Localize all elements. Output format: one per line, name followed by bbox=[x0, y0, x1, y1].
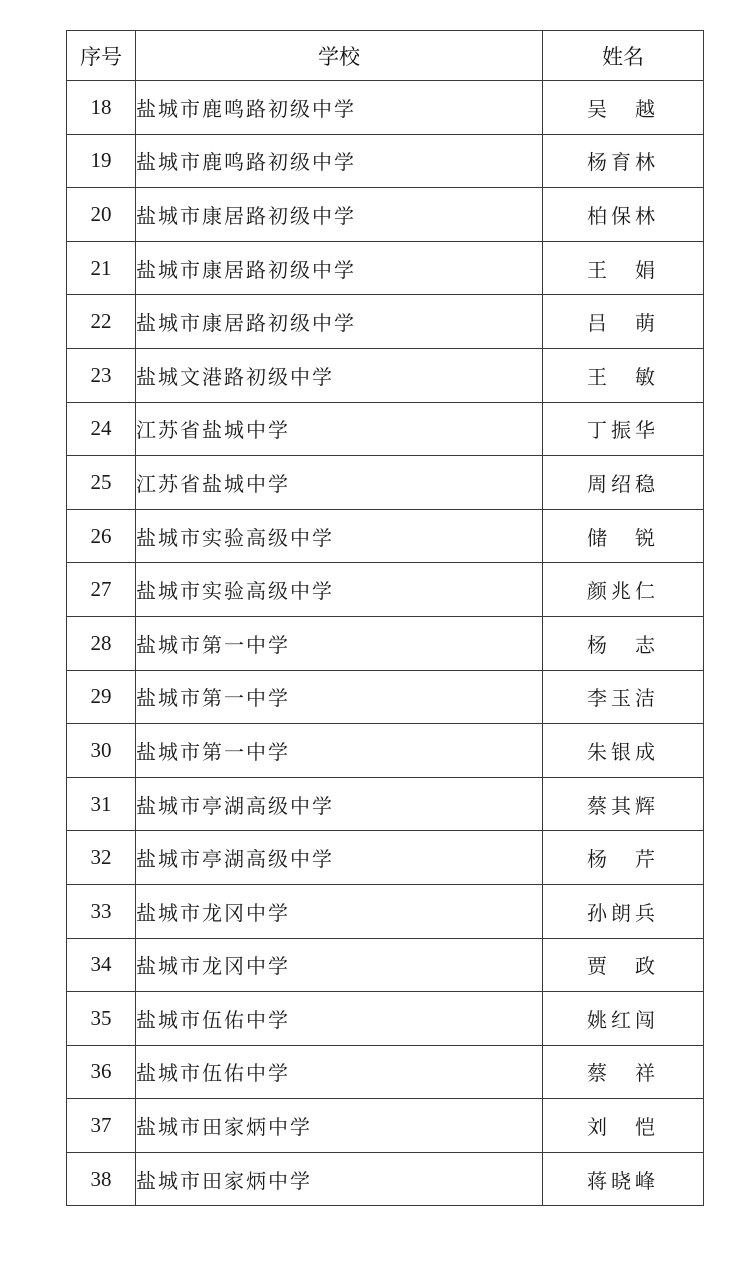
row-school: 盐城市第一中学 bbox=[136, 670, 543, 724]
person-name-text: 蒋晓峰 bbox=[587, 1168, 659, 1193]
row-school: 盐城市伍佑中学 bbox=[136, 1045, 543, 1099]
person-name-text: 吕 萌 bbox=[587, 311, 659, 336]
table-row bbox=[67, 884, 704, 938]
person-name-text: 杨 芹 bbox=[587, 847, 659, 872]
table-row bbox=[67, 348, 704, 402]
row-school: 盐城市第一中学 bbox=[136, 724, 543, 778]
row-person-name bbox=[543, 81, 704, 135]
table-row bbox=[67, 295, 704, 349]
row-number: 34 bbox=[67, 938, 136, 992]
row-person-name bbox=[543, 1152, 704, 1206]
row-school: 盐城市实验高级中学 bbox=[136, 563, 543, 617]
table-row bbox=[67, 724, 704, 778]
row-number: 19 bbox=[67, 134, 136, 188]
row-person-name bbox=[543, 295, 704, 349]
row-person-name bbox=[543, 884, 704, 938]
row-number: 23 bbox=[67, 348, 136, 402]
row-number: 28 bbox=[67, 616, 136, 670]
row-school: 盐城市康居路初级中学 bbox=[136, 295, 543, 349]
header-row bbox=[67, 31, 704, 81]
person-name-text: 柏保林 bbox=[587, 203, 659, 228]
row-number: 21 bbox=[67, 241, 136, 295]
row-school: 盐城文港路初级中学 bbox=[136, 348, 543, 402]
row-school: 江苏省盐城中学 bbox=[136, 456, 543, 510]
header-number: 序号 bbox=[67, 31, 136, 81]
table-row bbox=[67, 831, 704, 885]
row-number: 31 bbox=[67, 777, 136, 831]
table-body bbox=[67, 81, 704, 1206]
table-row bbox=[67, 241, 704, 295]
row-number: 27 bbox=[67, 563, 136, 617]
person-name-text: 孙朗兵 bbox=[587, 900, 659, 925]
row-person-name bbox=[543, 1045, 704, 1099]
table-row bbox=[67, 188, 704, 242]
person-name-text: 朱银成 bbox=[587, 739, 659, 764]
row-number: 22 bbox=[67, 295, 136, 349]
row-person-name bbox=[543, 563, 704, 617]
table-row bbox=[67, 1099, 704, 1153]
table-row bbox=[67, 1152, 704, 1206]
row-number: 36 bbox=[67, 1045, 136, 1099]
row-person-name bbox=[543, 616, 704, 670]
row-number: 25 bbox=[67, 456, 136, 510]
table-row bbox=[67, 670, 704, 724]
row-number: 33 bbox=[67, 884, 136, 938]
row-person-name bbox=[543, 724, 704, 778]
table-header bbox=[67, 31, 704, 81]
row-school: 盐城市龙冈中学 bbox=[136, 884, 543, 938]
table-row bbox=[67, 563, 704, 617]
person-name-text: 贾 政 bbox=[587, 954, 659, 979]
person-name-text: 蔡其辉 bbox=[587, 793, 659, 818]
row-school: 盐城市康居路初级中学 bbox=[136, 188, 543, 242]
row-person-name bbox=[543, 670, 704, 724]
header-school: 学校 bbox=[136, 31, 543, 81]
row-person-name bbox=[543, 1099, 704, 1153]
row-school: 盐城市亭湖高级中学 bbox=[136, 831, 543, 885]
table-row bbox=[67, 938, 704, 992]
row-number: 20 bbox=[67, 188, 136, 242]
table-row bbox=[67, 134, 704, 188]
roster-table bbox=[66, 30, 704, 1206]
person-name-text: 周绍稳 bbox=[587, 471, 659, 496]
table-row bbox=[67, 1045, 704, 1099]
row-person-name bbox=[543, 134, 704, 188]
row-person-name bbox=[543, 402, 704, 456]
row-number: 38 bbox=[67, 1152, 136, 1206]
row-number: 32 bbox=[67, 831, 136, 885]
table-row bbox=[67, 509, 704, 563]
row-person-name bbox=[543, 348, 704, 402]
row-number: 24 bbox=[67, 402, 136, 456]
person-name-text: 杨 志 bbox=[587, 632, 659, 657]
row-number: 29 bbox=[67, 670, 136, 724]
row-school: 江苏省盐城中学 bbox=[136, 402, 543, 456]
person-name-text: 王 娟 bbox=[587, 257, 659, 282]
row-number: 37 bbox=[67, 1099, 136, 1153]
person-name-text: 颜兆仁 bbox=[587, 579, 659, 604]
row-school: 盐城市田家炳中学 bbox=[136, 1152, 543, 1206]
row-person-name bbox=[543, 188, 704, 242]
person-name-text: 姚红闯 bbox=[587, 1007, 659, 1032]
table-row bbox=[67, 616, 704, 670]
row-school: 盐城市伍佑中学 bbox=[136, 992, 543, 1046]
person-name-text: 吴 越 bbox=[587, 96, 659, 121]
row-person-name bbox=[543, 777, 704, 831]
person-name-text: 王 敏 bbox=[587, 364, 659, 389]
person-name-text: 李玉洁 bbox=[587, 686, 659, 711]
person-name-text: 杨育林 bbox=[587, 150, 659, 175]
row-school: 盐城市亭湖高级中学 bbox=[136, 777, 543, 831]
row-school: 盐城市鹿鸣路初级中学 bbox=[136, 134, 543, 188]
row-person-name bbox=[543, 456, 704, 510]
row-school: 盐城市龙冈中学 bbox=[136, 938, 543, 992]
person-name-text: 刘 恺 bbox=[587, 1115, 659, 1140]
person-name-text: 丁振华 bbox=[587, 418, 659, 443]
table-row bbox=[67, 402, 704, 456]
row-school: 盐城市康居路初级中学 bbox=[136, 241, 543, 295]
person-name-text: 储 锐 bbox=[587, 525, 659, 550]
row-number: 30 bbox=[67, 724, 136, 778]
table-row bbox=[67, 456, 704, 510]
row-person-name bbox=[543, 509, 704, 563]
row-person-name bbox=[543, 938, 704, 992]
row-school: 盐城市实验高级中学 bbox=[136, 509, 543, 563]
row-person-name bbox=[543, 992, 704, 1046]
person-name-text: 蔡 祥 bbox=[587, 1061, 659, 1086]
table-row bbox=[67, 81, 704, 135]
row-number: 35 bbox=[67, 992, 136, 1046]
row-school: 盐城市田家炳中学 bbox=[136, 1099, 543, 1153]
row-number: 26 bbox=[67, 509, 136, 563]
row-school: 盐城市鹿鸣路初级中学 bbox=[136, 81, 543, 135]
row-school: 盐城市第一中学 bbox=[136, 616, 543, 670]
row-number: 18 bbox=[67, 81, 136, 135]
table-row bbox=[67, 777, 704, 831]
table-row bbox=[67, 992, 704, 1046]
row-person-name bbox=[543, 241, 704, 295]
header-name: 姓名 bbox=[543, 31, 704, 81]
row-person-name bbox=[543, 831, 704, 885]
